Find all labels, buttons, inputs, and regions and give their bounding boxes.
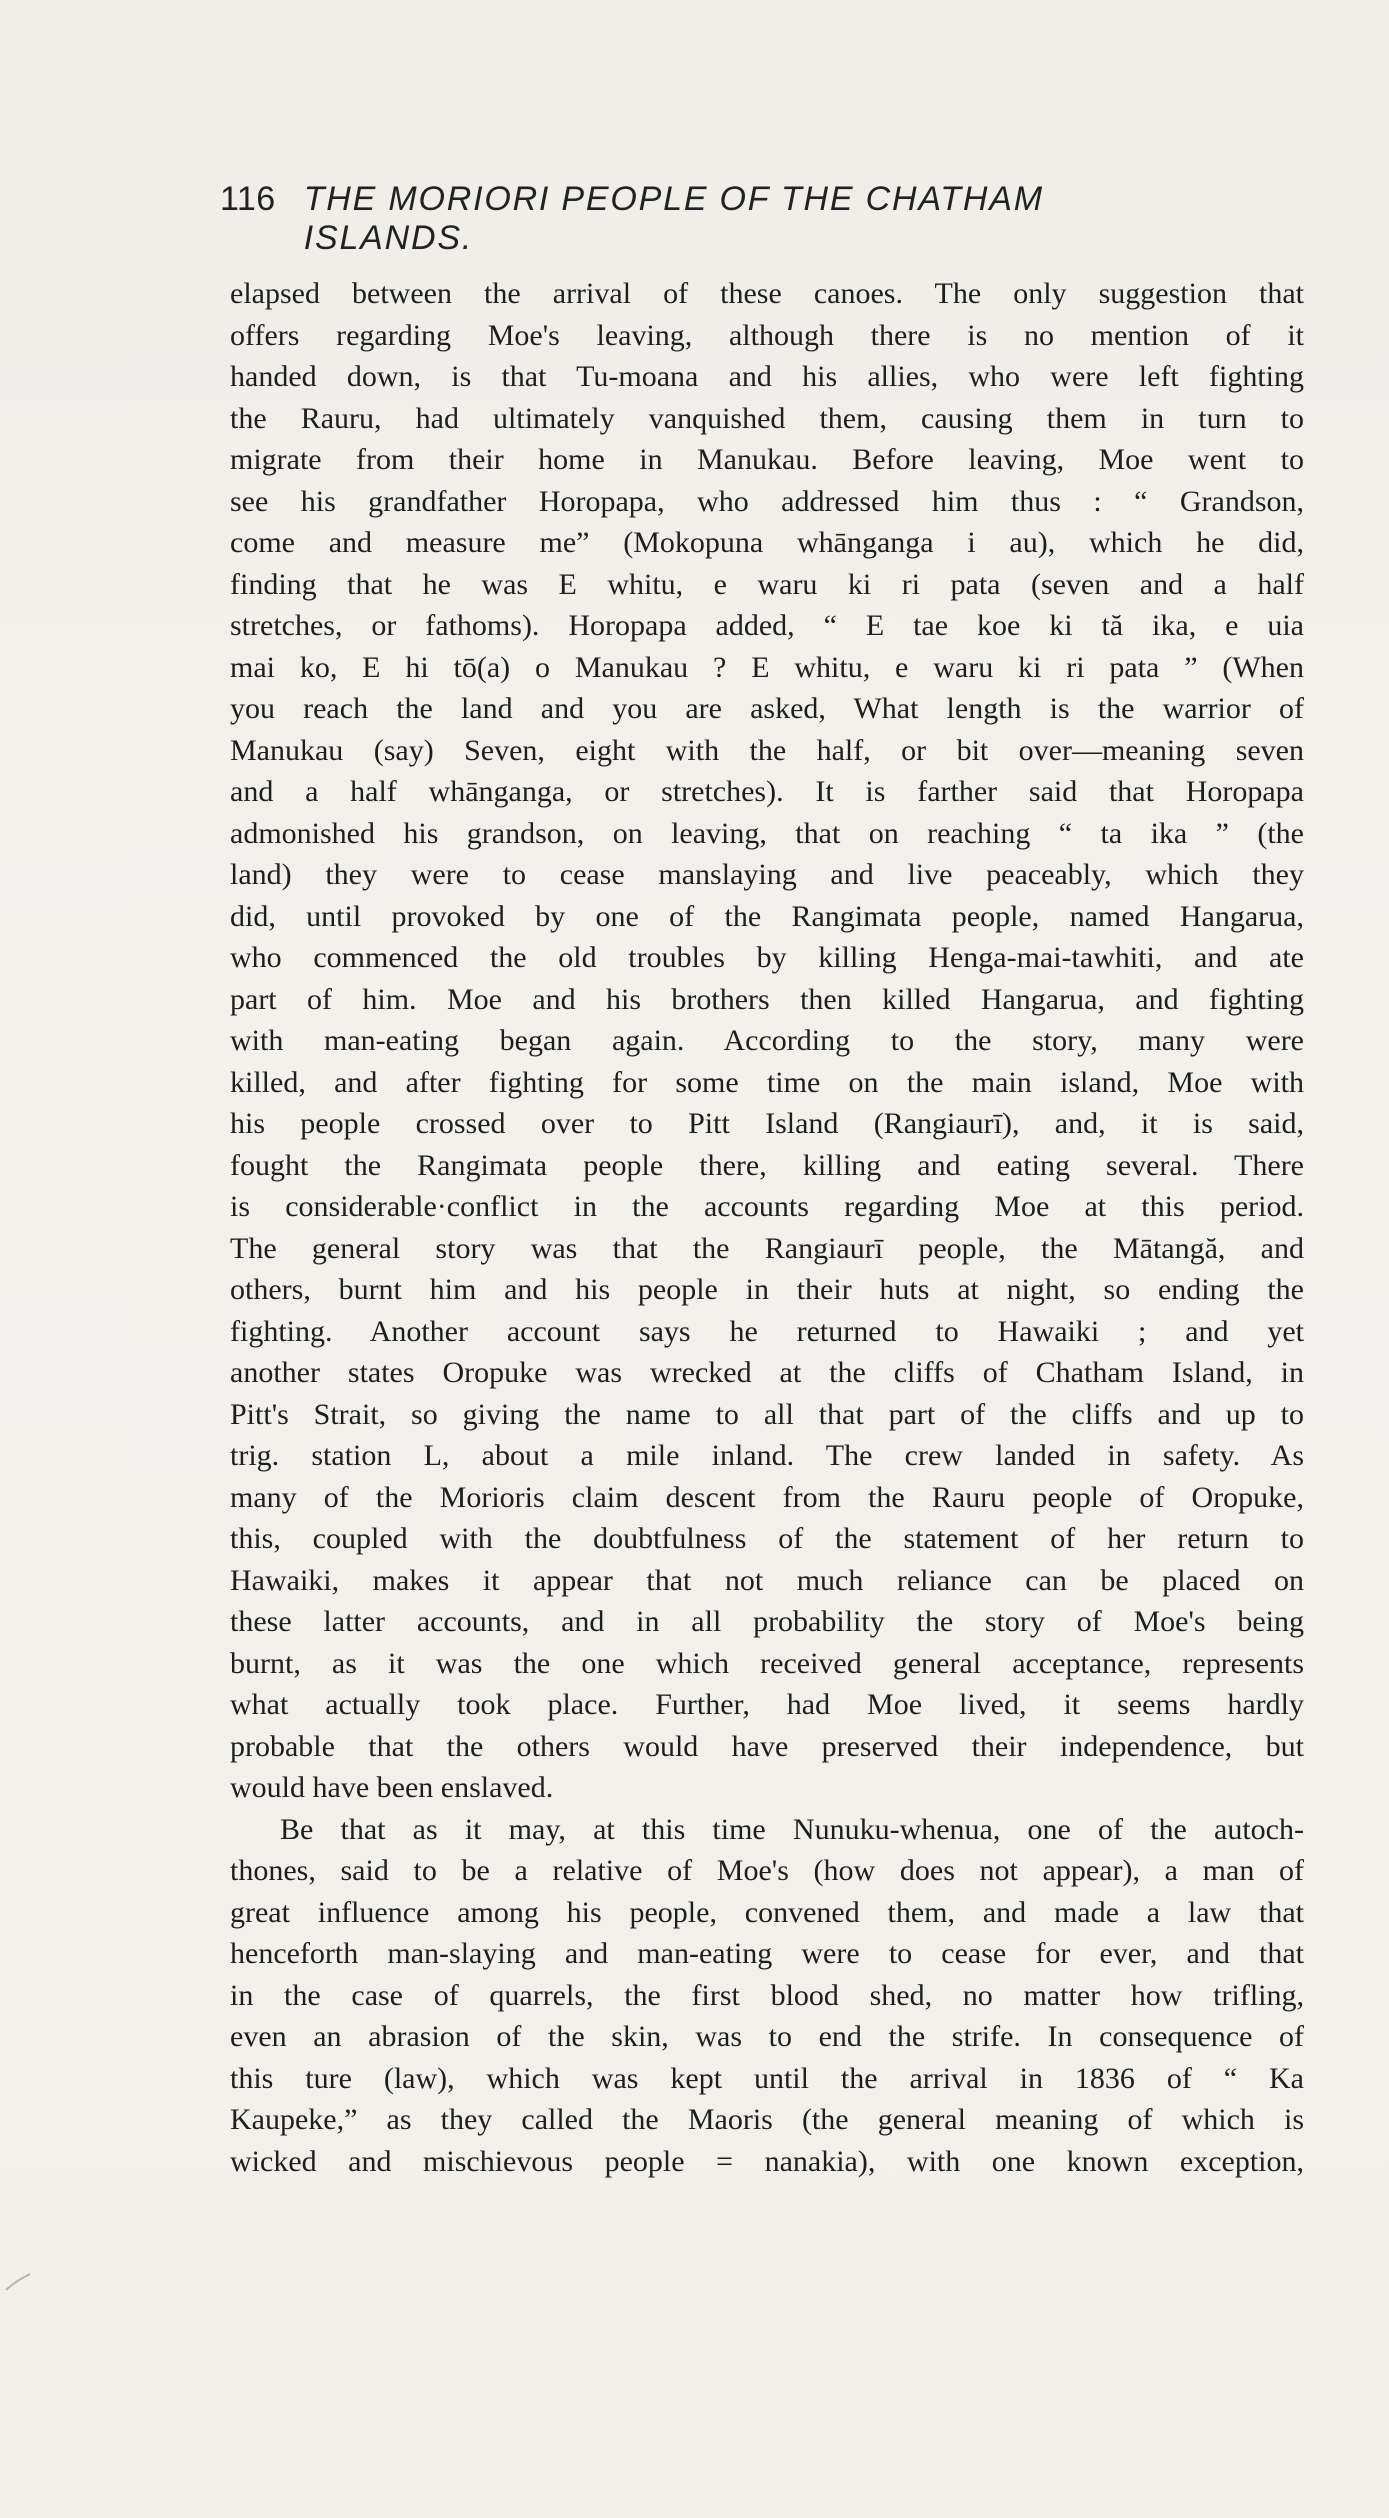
text-line: these latter accounts, and in all probability the story of Moe's being — [230, 1605, 1304, 1638]
text-line: many of the Morioris claim descent from the Rauru people of Oropuke, — [230, 1480, 1304, 1514]
running-title: THE MORIORI PEOPLE OF THE CHATHAM ISLANDS. — [303, 180, 1044, 257]
text-line: what actually took place. Further, had Moe lived, it seems hardly — [230, 1688, 1304, 1721]
text-line: burnt, as it was the one which received general acceptance, represents — [230, 1646, 1304, 1680]
text-line: fought the Rangimata people there, killing and eating several. There — [230, 1148, 1304, 1182]
text-line: see his grandfather Horopapa, who addressed him thus : “ Grandson, — [230, 484, 1304, 518]
page-header — [220, 180, 1220, 257]
text-line: henceforth man-slaying and man-eating were to cease for ever, and that — [230, 1937, 1304, 1970]
text-line: is considerable·conflict in the accounts regarding Moe at this period. — [230, 1190, 1304, 1223]
text-line: this ture (law), which was kept until the arrival in 1836 of “ Ka — [230, 2061, 1304, 2095]
text-line: fighting. Another account says he returned to Hawaiki ; and yet — [230, 1314, 1304, 1348]
text-line: handed down, is that Tu-moana and his allies, who were left fighting — [230, 360, 1304, 393]
text-line: admonished his grandson, on leaving, that on reaching “ ta ika ” (the — [230, 816, 1304, 850]
text-line: land) they were to cease manslaying and live peaceably, which they — [230, 858, 1304, 891]
text-line: offers regarding Moe's leaving, although there is no mention of it — [230, 318, 1304, 352]
text-line: part of him. Moe and his brothers then killed Hangarua, and fighting — [230, 982, 1304, 1016]
text-line: his people crossed over to Pitt Island (Rangiaurī), and, it is said, — [230, 1107, 1304, 1140]
text-line: elapsed between the arrival of these canoes. The only suggestion that — [230, 277, 1304, 310]
text-line: Kaupeke,” as they called the Maoris (the general meaning of which is — [230, 2103, 1304, 2136]
text-line: thones, said to be a relative of Moe's (how does not appear), a man of — [230, 1854, 1304, 1887]
text-line: another states Oropuke was wrecked at the cliffs of Chatham Island, in — [230, 1356, 1304, 1389]
text-line: others, burnt him and his people in their huts at night, so ending the — [230, 1273, 1304, 1306]
text-line: come and measure me” (Mokopuna whānganga i au), which he did, — [230, 526, 1304, 559]
text-line: the Rauru, had ultimately vanquished them, causing them in turn to — [230, 401, 1304, 435]
text-line: stretches, or fathoms). Horopapa added, “ E tae koe ki tă ika, e uia — [230, 609, 1304, 642]
text-line: even an abrasion of the skin, was to end the strife. In consequence of — [230, 2020, 1304, 2053]
page-number: 116 — [220, 180, 276, 218]
text-line: you reach the land and you are asked, What length is the warrior of — [230, 692, 1304, 725]
text-line: Manukau (say) Seven, eight with the half, or bit over—meaning seven — [230, 733, 1304, 767]
text-line: probable that the others would have preserved their independence, but — [230, 1729, 1304, 1763]
text-line: The general story was that the Rangiaurī people, the Mātangă, and — [230, 1231, 1304, 1265]
text-line: and a half whānganga, or stretches). It is farther said that Horopapa — [230, 775, 1304, 808]
paper-smudge-mark — [4, 2270, 32, 2294]
text-line: Hawaiki, makes it appear that not much reliance can be placed on — [230, 1563, 1304, 1597]
paragraph-end-line: would have been enslaved. — [230, 1771, 554, 1804]
body-text — [230, 273, 1304, 2182]
text-line: finding that he was E whitu, e waru ki ri pata (seven and a half — [230, 567, 1304, 601]
text-line: this, coupled with the doubtfulness of the statement of her return to — [230, 1522, 1304, 1555]
text-line: who commenced the old troubles by killing Henga-mai-tawhiti, and ate — [230, 941, 1304, 974]
text-line: wicked and mischievous people = nanakia), with one known exception, — [230, 2144, 1304, 2178]
text-line: mai ko, E hi tō(a) o Manukau ? E whitu, e waru ki ri pata ” (When — [230, 650, 1304, 684]
text-line: did, until provoked by one of the Rangimata people, named Hangarua, — [230, 899, 1304, 933]
text-line: trig. station L, about a mile inland. The crew landed in safety. As — [230, 1439, 1304, 1472]
paragraph-first-line: Be that as it may, at this time Nunuku-whenua, one of the autoch- — [280, 1812, 1304, 1846]
text-line: great influence among his people, convened them, and made a law that — [230, 1895, 1304, 1929]
text-line: migrate from their home in Manukau. Before leaving, Moe went to — [230, 443, 1304, 476]
text-line: with man-eating began again. According to the story, many were — [230, 1024, 1304, 1057]
text-line: Pitt's Strait, so giving the name to all that part of the cliffs and up to — [230, 1397, 1304, 1431]
text-line: killed, and after fighting for some time on the main island, Moe with — [230, 1065, 1304, 1099]
text-line: in the case of quarrels, the first blood shed, no matter how trifling, — [230, 1978, 1304, 2012]
